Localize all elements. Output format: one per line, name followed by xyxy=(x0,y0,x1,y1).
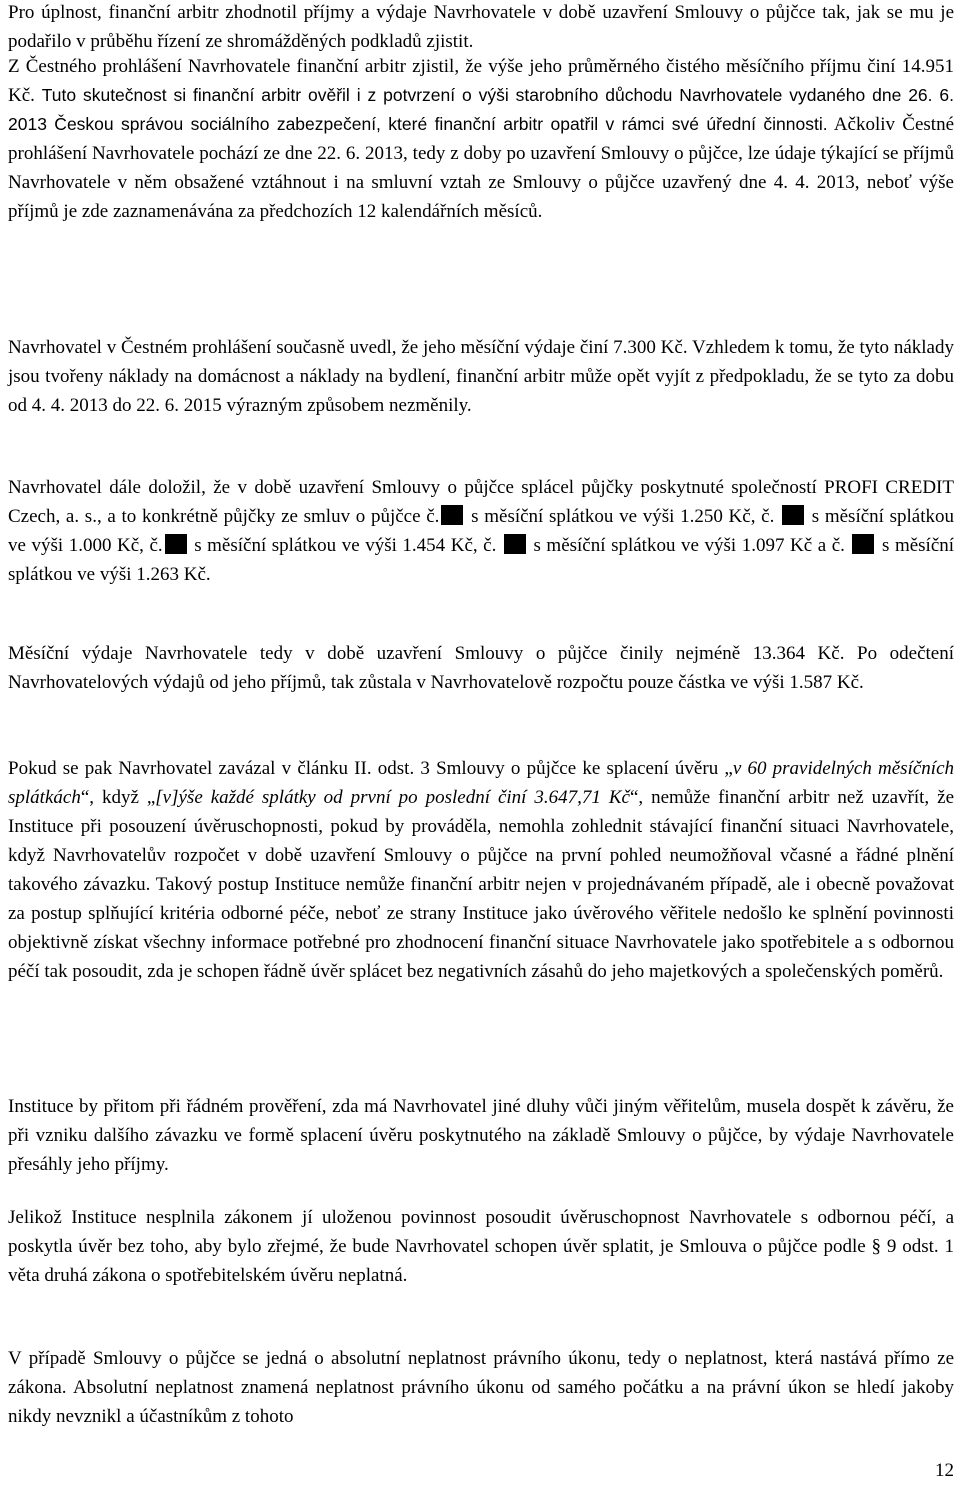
redaction-block xyxy=(441,505,463,525)
paragraph: Měsíční výdaje Navrhovatele tedy v době uzavření Smlouvy o půjčce činily nejméně 13.364 Kč. Po odečtení Navrhovatelových výdajů od jeho příjmů, tak zůstala v Navrhovatelově rozpočtu pouze částka ve výši 1.587 Kč. xyxy=(8,643,954,693)
paragraph: Pro úplnost, finanční arbitr zhodnotil příjmy a výdaje Navrhovatele v době uzavření Smlouvy o půjčce tak, jak se mu je podařilo v průběhu řízení ze shromážděných podkladů zjistit. xyxy=(8,2,954,52)
redaction-block xyxy=(165,534,187,554)
redaction-block xyxy=(852,534,874,554)
paragraph: Pokud se pak Navrhovatel zavázal v článku II. odst. 3 Smlouvy o půjčce ke splacení úvěru „v 60 pravidelných měsíčních splátkách“, když „[v]ýše každé splátky od první po poslední činí 3.647,71 Kč“, nemůže finanční arbitr než uzavřít, že Instituce při posouzení úvěruschopnosti, pokud by prováděla, nemohla zohlednit stávající finanční situaci Navrhovatele, když Navrhovatelův rozpočet v době uzavření Smlouvy o půjčce na první pohled neumožňoval včasné a řádné plnění takového závazku. Takový postup Instituce nemůže finanční arbitr nejen v projednávaném případě, ale i obecně považovat za postup splňující kritéria odborné péče, neboť ze strany Instituce jako úvěrového věřitele nedošlo ke splnění povinnosti objektivně získat všechny informace potřebné pro zhodnocení finanční situace Navrhovatele jako spotřebitele a s odbornou péčí tak posoudit, zda je schopen řádně úvěr splácet bez negativních zásahů do jeho majetkových a společenských poměrů. xyxy=(8,758,954,982)
paragraph: Z Čestného prohlášení Navrhovatele finanční arbitr zjistil, že výše jeho průměrného čistého měsíčního příjmu činí 14.951 Kč. Tuto skutečnost si finanční arbitr ověřil i z potvrzení o výši starobního důchodu Navrhovatele vydaného dne 26. 6. 2013 Českou správou sociálního zabezpečení, které finanční arbitr opatřil v rámci své úřední činnosti. Ačkoliv Čestné prohlášení Navrhovatele pochází ze dne 22. 6. 2013, tedy z doby po uzavření Smlouvy o půjčce, lze údaje týkající se příjmů Navrhovatele v něm obsažené vztáhnout i na smluvní vztah ze Smlouvy o půjčce uzavřený dne 4. 4. 2013, neboť výše příjmů je zde zaznamenávána za předchozích 12 kalendářních měsíců. xyxy=(8,56,955,222)
quoted-text: [v]ýše každé splátky od první po poslední činí 3.647,71 Kč xyxy=(155,787,630,808)
paragraph: Navrhovatel v Čestném prohlášení současně uvedl, že jeho měsíční výdaje činí 7.300 Kč. Vzhledem k tomu, že tyto náklady jsou tvořeny náklady na domácnost a náklady na bydlení, finanční arbitr může opět vyjít z předpokladu, že se tyto za dobu od 4. 4. 2013 do 22. 6. 2015 výrazným způsobem nezměnily. xyxy=(8,337,954,416)
redaction-block xyxy=(782,505,804,525)
paragraph: Instituce by přitom při řádném prověření, zda má Navrhovatel jiné dluhy vůči jiným věřitelům, musela dospět k závěru, že při vzniku dalšího závazku ve formě splacení úvěru poskytnutého na základě Smlouvy o půjčce, by výdaje Navrhovatele přesáhly jeho příjmy. xyxy=(8,1096,954,1175)
redaction-block xyxy=(504,534,526,554)
page-number: 12 xyxy=(935,1460,954,1481)
paragraph: Jelikož Instituce nesplnila zákonem jí uloženou povinnost posoudit úvěruschopnost Navrhovatele s odbornou péčí, a poskytla úvěr bez toho, aby bylo zřejmé, že bude Navrhovatel schopen úvěr splatit, je Smlouva o půjčce podle § 9 odst. 1 věta druhá zákona o spotřebitelském úvěru neplatná. xyxy=(8,1207,954,1286)
paragraph: V případě Smlouvy o půjčce se jedná o absolutní neplatnost právního úkonu, tedy o neplatnost, která nastává přímo ze zákona. Absolutní neplatnost znamená neplatnost právního úkonu od samého počátku a na právní úkon se hledí jakoby nikdy nevznikl a účastníkům z tohoto xyxy=(8,1348,954,1427)
quoted-text: v 60 pravidelných měsíčních splátkách xyxy=(8,758,954,808)
paragraph: Navrhovatel dále doložil, že v době uzavření Smlouvy o půjčce splácel půjčky poskytnuté společností PROFI CREDIT Czech, a. s., a to konkrétně půjčky ze smluv o půjčce č. s měsíční splátkou ve výši 1.250 Kč, č. s měsíční splátkou ve výši 1.000 Kč, č. s měsíční splátkou ve výši 1.454 Kč, č. s měsíční splátkou ve výši 1.097 Kč a č. s měsíční splátkou ve výši 1.263 Kč. xyxy=(8,477,955,585)
